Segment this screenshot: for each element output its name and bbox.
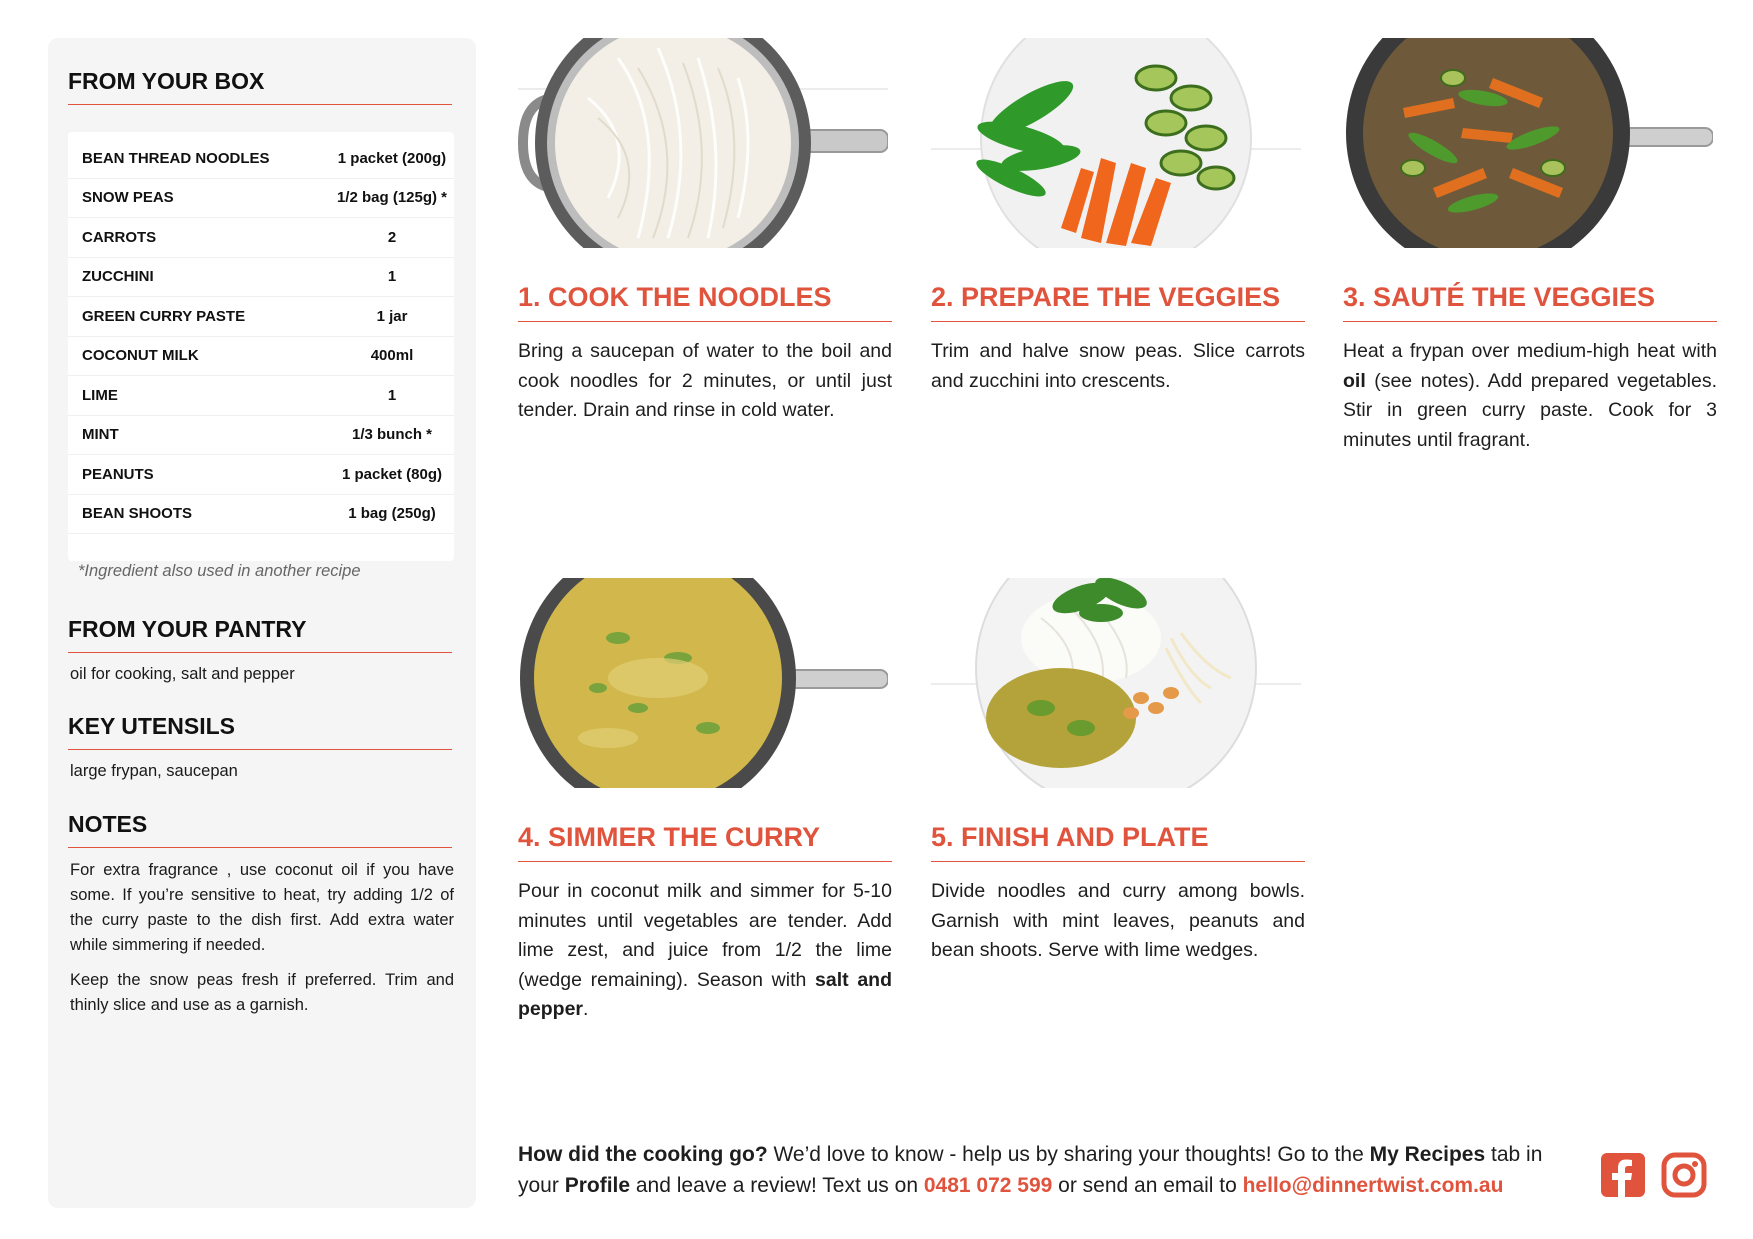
step-2-title: 2. PREPARE THE VEGGIES <box>931 282 1305 322</box>
step-3-text <box>1343 337 1717 455</box>
ingredient-row <box>68 376 454 416</box>
ingredient-qty: 1 jar <box>376 307 408 325</box>
ingredient-row <box>68 416 454 456</box>
ingredient-row <box>68 218 454 258</box>
ingredient-row <box>68 258 454 298</box>
veggies-plate-image <box>931 38 1301 248</box>
ingredient-name: CARROTS <box>82 228 157 246</box>
ingredient-name: SNOW PEAS <box>82 189 174 207</box>
feedback-part: or send an email to <box>1052 1174 1243 1197</box>
ingredient-name: ZUCCHINI <box>82 268 154 286</box>
ingredient-name: COCONUT MILK <box>82 347 199 365</box>
saute-pan-image <box>1343 38 1713 248</box>
notes-heading: NOTES <box>68 811 452 848</box>
ingredient-qty: 1 <box>387 386 397 404</box>
ingredient-name: MINT <box>82 426 119 444</box>
ingredient-qty: 1/3 bunch * <box>351 426 433 444</box>
step-5-text: Divide noodles and curry among bowls. Garnish with mint leaves, peanuts and bean shoots. Serve with lime wedges. <box>931 880 1305 961</box>
ingredient-qty: 1/2 bag (125g) * <box>336 189 448 207</box>
step-2-text: Trim and halve snow peas. Slice carrots and zucchini into crescents. <box>931 340 1305 392</box>
step-1-title: 1. COOK THE NOODLES <box>518 282 892 322</box>
ingredient-row <box>68 139 454 179</box>
step-4-bold: salt and pepper <box>518 968 892 1020</box>
step-2-photo <box>931 38 1301 248</box>
ingredient-qty: 1 bag (250g) <box>348 505 436 523</box>
notes-paragraph: For extra fragrance , use coconut oil if you have some. If you’re sensitive to heat, try adding 1/2 of the curry paste to the dish first. Add extra water while simmering if needed. <box>70 861 454 954</box>
step-3-title: 3. SAUTÉ THE VEGGIES <box>1343 282 1717 322</box>
notes-paragraph: Keep the snow peas fresh if preferred. Trim and thinly slice and use as a garnish. <box>70 971 454 1014</box>
facebook-icon[interactable] <box>1600 1152 1646 1198</box>
utensils-heading: KEY UTENSILS <box>68 713 452 750</box>
ingredient-name: PEANUTS <box>82 465 154 483</box>
step-5-photo <box>931 578 1301 788</box>
ingredient-qty: 400ml <box>370 347 414 365</box>
step-3-text-part: Heat a frypan over medium-high heat with <box>1343 340 1717 362</box>
ingredient-qty: 1 packet (200g) <box>337 149 447 167</box>
ingredient-name: BEAN SHOOTS <box>82 505 193 523</box>
feedback-question: How did the cooking go? <box>518 1143 768 1166</box>
ingredient-row <box>68 495 454 535</box>
instagram-icon[interactable] <box>1661 1152 1707 1198</box>
step-1-photo <box>518 38 888 248</box>
feedback-part: and leave a review! Text us on <box>630 1174 924 1197</box>
ingredient-row <box>68 455 454 495</box>
email-link[interactable]: hello@dinnertwist.com.au <box>1242 1174 1504 1197</box>
ingredient-qty: 2 <box>387 228 397 246</box>
step-4-text <box>518 877 892 1025</box>
ingredient-row <box>68 297 454 337</box>
step-4-photo <box>518 578 888 788</box>
ingredient-qty: 1 packet (80g) <box>341 465 443 483</box>
phone-link[interactable]: 0481 072 599 <box>923 1174 1053 1197</box>
utensils-text: large frypan, saucepan <box>70 762 238 780</box>
ingredient-row <box>68 337 454 377</box>
noodles-pot-image <box>518 38 888 248</box>
step-3-bold: oil <box>1343 369 1366 392</box>
ingredients-table <box>68 132 454 561</box>
pantry-text: oil for cooking, salt and pepper <box>70 665 295 683</box>
profile-label: Profile <box>564 1174 631 1197</box>
step-4-text-part: . <box>583 998 589 1020</box>
ingredient-name: BEAN THREAD NOODLES <box>82 149 270 167</box>
feedback-part: We’d love to know - help us by sharing your thoughts! Go to the <box>767 1143 1370 1166</box>
notes-body <box>70 858 454 1028</box>
step-4-title: 4. SIMMER THE CURRY <box>518 822 892 862</box>
ingredient-name: LIME <box>82 386 118 404</box>
from-your-box-heading: FROM YOUR BOX <box>68 68 452 105</box>
step-1-text: Bring a saucepan of water to the boil and cook noodles for 2 minutes, or until just tender. Drain and rinse in cold water. <box>518 340 892 421</box>
my-recipes-label: My Recipes <box>1369 1143 1486 1166</box>
ingredient-footnote: *Ingredient also used in another recipe <box>78 562 361 580</box>
ingredient-name: GREEN CURRY PASTE <box>82 307 246 325</box>
step-3-text-part: (see notes). Add prepared vegetables. Stir in green curry paste. Cook for 3 minutes until fragrant. <box>1343 369 1717 451</box>
feedback-part: tab in your <box>518 1143 1543 1197</box>
curry-pan-image <box>518 578 888 788</box>
step-4-text-part: Pour in coconut milk and simmer for 5-10 minutes until vegetables are tender. Add lime zest, and juice from 1/2 the lime (wedge remaining). Season with <box>518 880 892 991</box>
step-3-photo <box>1343 38 1713 248</box>
ingredients-sidebar <box>48 38 476 1208</box>
ingredient-qty: 1 <box>387 268 397 286</box>
plated-curry-image <box>931 578 1301 788</box>
pantry-heading: FROM YOUR PANTRY <box>68 616 452 653</box>
feedback-text <box>518 1139 1578 1201</box>
ingredient-row <box>68 179 454 219</box>
step-5-title: 5. FINISH AND PLATE <box>931 822 1305 862</box>
